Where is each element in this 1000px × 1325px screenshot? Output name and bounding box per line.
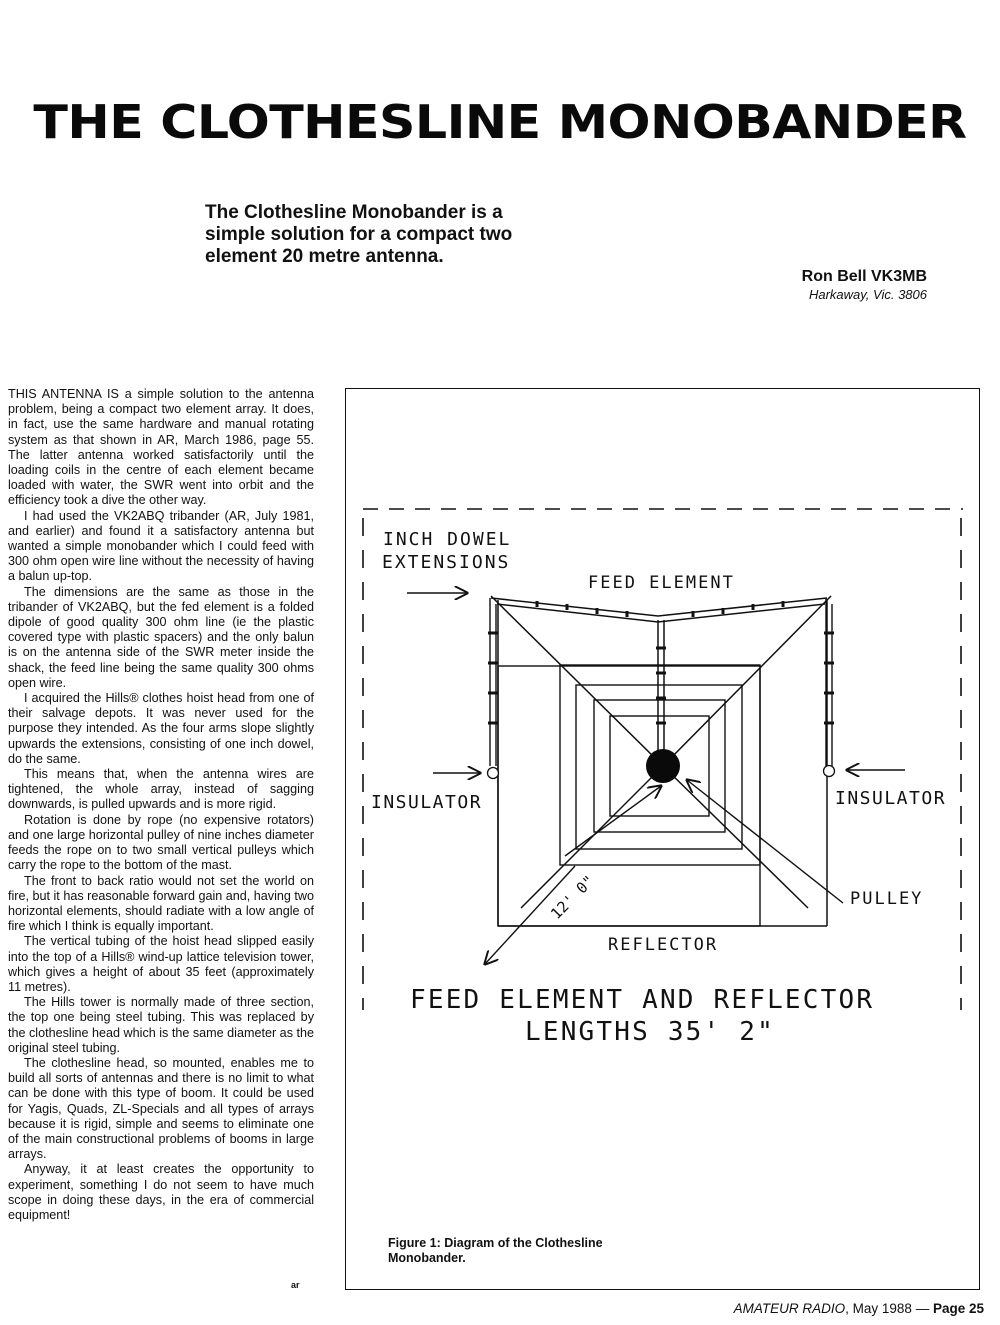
author-name: Ron Bell VK3MB xyxy=(801,268,927,285)
byline xyxy=(680,267,927,303)
insulator-left-label: INSULATOR xyxy=(371,792,483,813)
paragraph: Rotation is done by rope (no expensive rotators) and one large horizontal pulley of nine inches diameter feeds the rope on to two small vertical pulleys which carry the rope to the bottom of the mast. xyxy=(8,812,314,873)
feed-spacers xyxy=(537,601,783,723)
paragraph: The vertical tubing of the hoist head slipped easily into the top of a Hills® wind-up lattice television tower, which gives a height of about 35 feet (approximately 11 metres). xyxy=(8,934,314,994)
feed-element-label: FEED ELEMENT xyxy=(588,573,735,593)
dowel-label-line1: INCH DOWEL xyxy=(383,529,512,550)
paragraph: The front to back ratio would not set the world on fire, but it has reasonable forward gain and, having two horizontal elements, should radiate with a low angle of fire which I think is equally important. xyxy=(8,873,314,934)
page-footer xyxy=(734,1301,984,1316)
reflector-label: REFLECTOR xyxy=(608,935,719,955)
hub xyxy=(646,749,680,783)
feed-element xyxy=(491,598,827,753)
paragraph: THIS ANTENNA IS a simple solution to the antenna problem, being a compact two element array. It does, in fact, use the same hardware and manual rotating system as that shown in AR, March 1986, page 55. The latter antenna worked satisfactorily until the loading coils in the centre of each element became loaded with water, the SWR went into orbit and the efficiency took a dive the other way. xyxy=(8,387,314,508)
issue-date: , May 1988 — xyxy=(845,1301,933,1316)
paragraph: I acquired the Hills® clothes hoist head from one of their salvage depots. It was never used for the purpose they intended. As the four arms slope slightly upwards the extensions, consisting of one inch dowel, do the same. xyxy=(8,691,314,766)
end-mark: ar xyxy=(291,1280,300,1290)
pulley-label: PULLEY xyxy=(850,889,924,909)
page-number: Page 25 xyxy=(932,1301,984,1316)
reflector-squares xyxy=(498,665,760,926)
dimension-label: 12' 0" xyxy=(547,871,599,923)
paragraph: I had used the VK2ABQ tribander (AR, July 1981, and earlier) and found it a satisfactory antenna but wanted a simple monobander which I could feed with 300 ohm open wire line without the necessity of having a balun up-top. xyxy=(8,508,314,584)
paragraph: Anyway, it at least creates the opportunity to experiment, something I do not seem to have much scope in doing these days, in the era of commercial equipment! xyxy=(8,1162,314,1222)
lengths-label-line2: LENGTHS 35' 2" xyxy=(525,1017,775,1047)
figure-caption: Figure 1: Diagram of the Clothesline Monobander. xyxy=(388,1236,603,1265)
antenna-diagram xyxy=(345,388,980,1290)
dowel-extensions xyxy=(490,598,832,766)
publication-name: AMATEUR RADIO xyxy=(733,1301,846,1316)
standfirst: The Clothesline Monobander is a simple solution for a compact two element 20 metre antenna. xyxy=(205,202,513,267)
paragraph: The clothesline head, so mounted, enables me to build all sorts of antennas and there is no limit to what can be done with this type of boom. It could be used for Yagis, Quads, ZL-Specials and all types of arrays because it is rigid, simple and seems to eliminate one of the main constructional problems of booms in large arrays. xyxy=(8,1055,314,1162)
paragraph: The Hills tower is normally made of three section, the top one being steel tubing. This was replaced by the clothesline head which is the same diameter as the original steel tubing. xyxy=(8,995,314,1055)
article-title: THE CLOTHESLINE MONOBANDER xyxy=(33,95,967,149)
paragraph: This means that, when the antenna wires are tightened, the whole array, instead of sagging downwards, is pulled upwards and is more rigid. xyxy=(8,767,314,812)
paragraph: The dimensions are the same as those in the tribander of VK2ABQ, but the fed element is a folded dipole of good quality 300 ohm line (ie the plastic covered type with plastic spacers) and the only balun is on the antenna side of the SWR meter inside the shack, the feed line being the same quality 300 ohms open wire. xyxy=(8,584,314,690)
dowel-label-line2: EXTENSIONS xyxy=(382,552,511,573)
author-location: Harkaway, Vic. 3806 xyxy=(808,287,927,302)
insulator-right-label: INSULATOR xyxy=(835,788,947,809)
lengths-label-line1: FEED ELEMENT AND REFLECTOR xyxy=(410,985,875,1015)
article-body xyxy=(8,387,314,1223)
